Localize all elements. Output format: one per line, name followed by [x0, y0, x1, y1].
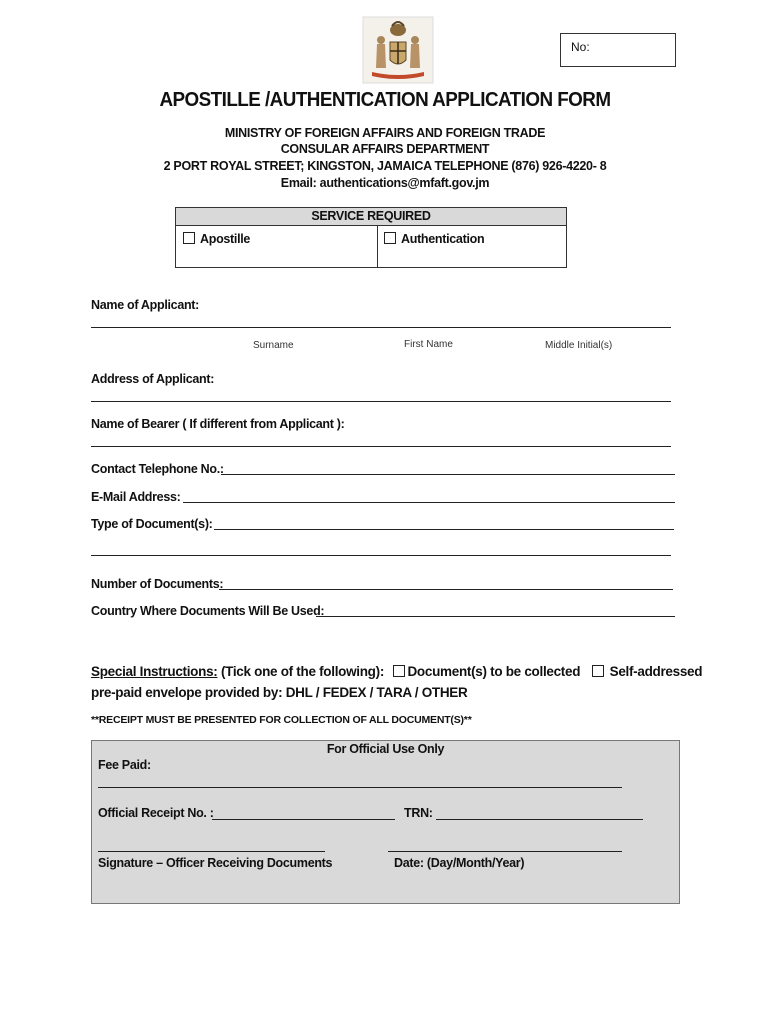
- ministry-name: MINISTRY OF FOREIGN AFFAIRS AND FOREIGN TRADE: [224, 126, 546, 140]
- special-instructions: [91, 664, 702, 679]
- service-required-table: [175, 207, 567, 268]
- applicant-address-label: Address of Applicant:: [91, 372, 215, 386]
- apostille-checkbox[interactable]: [183, 232, 195, 244]
- coat-of-arms-icon: [362, 16, 434, 84]
- form-number-label: No:: [571, 40, 590, 54]
- apostille-label: Apostille: [200, 232, 251, 246]
- ministry-email: Email: authentications@mfaft.gov.jm: [280, 176, 490, 190]
- country-label: Country Where Documents Will Be Used:: [91, 604, 325, 618]
- date-label: Date: (Day/Month/Year): [394, 856, 525, 870]
- first-name-caption: First Name: [404, 339, 453, 350]
- signature-label: Signature – Officer Receiving Documents: [98, 856, 333, 870]
- trn-label: TRN:: [404, 806, 433, 820]
- number-of-documents-line[interactable]: [219, 589, 673, 590]
- trn-line[interactable]: [436, 819, 643, 820]
- service-divider: [377, 225, 378, 268]
- applicant-name-label: Name of Applicant:: [91, 298, 200, 312]
- receipt-note: **RECEIPT MUST BE PRESENTED FOR COLLECTION OF ALL DOCUMENT(S)**: [91, 714, 472, 726]
- ministry-address: 2 PORT ROYAL STREET; KINGSTON, JAMAICA TELEPHONE (876) 926-4220- 8: [163, 159, 607, 173]
- authentication-option[interactable]: [384, 232, 484, 246]
- surname-caption: Surname: [253, 340, 294, 351]
- fee-paid-line[interactable]: [98, 787, 622, 788]
- contact-telephone-line[interactable]: [221, 474, 675, 475]
- document-type-label: Type of Document(s):: [91, 517, 213, 531]
- signature-line[interactable]: [98, 851, 325, 852]
- applicant-name-line[interactable]: [91, 327, 671, 328]
- official-use-box: [91, 740, 680, 904]
- email-address-line[interactable]: [183, 502, 675, 503]
- self-addressed-checkbox[interactable]: [592, 665, 604, 677]
- document-type-line[interactable]: [214, 529, 674, 530]
- authentication-checkbox[interactable]: [384, 232, 396, 244]
- collect-checkbox[interactable]: [393, 665, 405, 677]
- email-address-label: E-Mail Address:: [91, 490, 181, 504]
- official-receipt-line[interactable]: [212, 819, 395, 820]
- department-name: CONSULAR AFFAIRS DEPARTMENT: [280, 142, 490, 156]
- self-addressed-label: Self-addressed: [609, 664, 703, 679]
- bearer-name-label: Name of Bearer ( If different from Applicant ):: [91, 417, 345, 431]
- contact-telephone-label: Contact Telephone No.:: [91, 462, 224, 476]
- special-instructions-text: (Tick one of the following):: [220, 664, 385, 679]
- special-instructions-label: Special Instructions:: [91, 664, 218, 679]
- document-type-line-2[interactable]: [91, 555, 671, 556]
- middle-initial-caption: Middle Initial(s): [545, 340, 613, 351]
- authentication-label: Authentication: [401, 232, 485, 246]
- page-title: APOSTILLE /AUTHENTICATION APPLICATION FORM: [159, 88, 611, 111]
- date-line[interactable]: [388, 851, 622, 852]
- collect-label: Document(s) to be collected: [407, 664, 581, 679]
- courier-options: pre-paid envelope provided by: DHL / FEDEX / TARA / OTHER: [91, 685, 468, 700]
- bearer-name-line[interactable]: [91, 446, 671, 447]
- apostille-option[interactable]: [183, 232, 250, 246]
- applicant-address-line[interactable]: [91, 401, 671, 402]
- service-required-heading: SERVICE REQUIRED: [176, 208, 566, 226]
- fee-paid-label: Fee Paid:: [98, 758, 151, 772]
- official-receipt-label: Official Receipt No. :: [98, 806, 214, 820]
- number-of-documents-label: Number of Documents:: [91, 577, 224, 591]
- official-use-heading: For Official Use Only: [326, 742, 445, 756]
- country-line[interactable]: [316, 616, 675, 617]
